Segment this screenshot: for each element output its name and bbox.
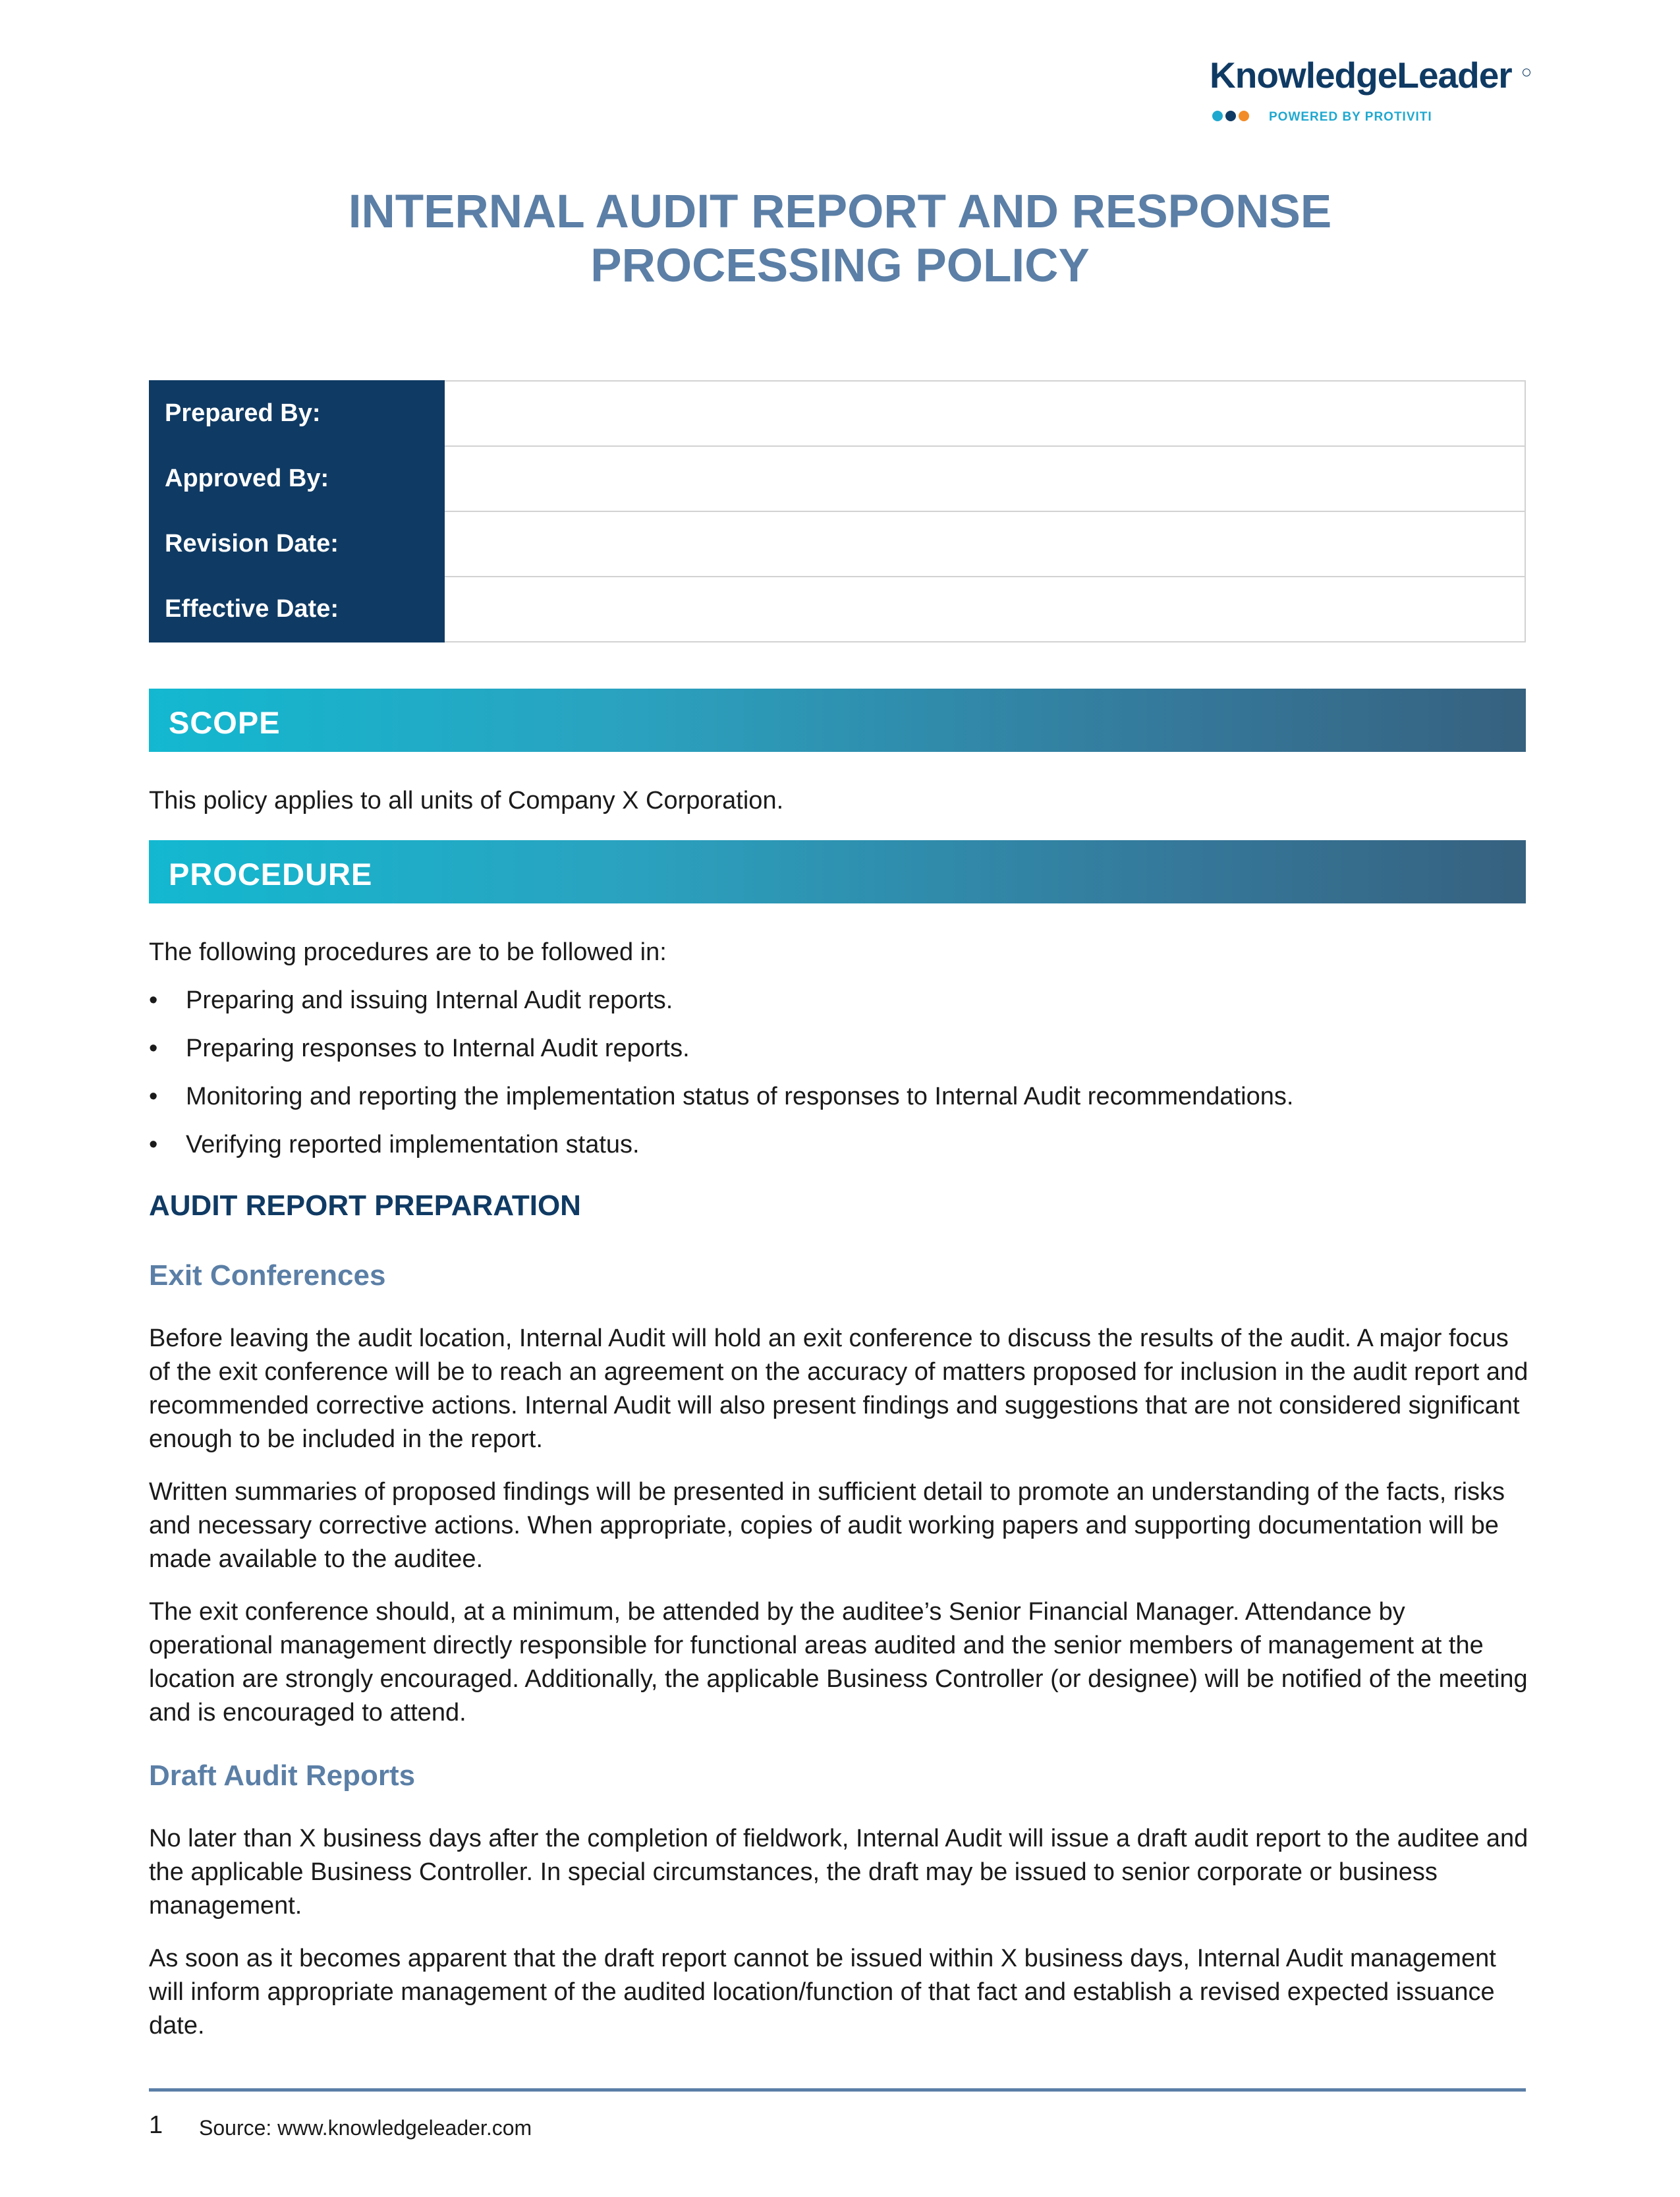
list-item [149, 1128, 640, 1162]
scope-section-header [149, 689, 1526, 752]
logo-wordmark: KnowledgeLeader [1210, 55, 1512, 96]
list-item [149, 984, 673, 1017]
logo-dots-icon [1212, 111, 1252, 121]
exit-conferences-paragraph: Before leaving the audit location, Internal Audit will hold an exit conference to discuss the results of the audit. A major focus of the exit conference will be to reach an agreement on the accuracy of matters proposed for inclusion in the audit report and recommended corrective actions. Internal Audit will also present findings and suggestions that are not considered significant enough to be included in the report. [149, 1325, 1528, 1453]
document-info-table [149, 380, 1526, 642]
draft-audit-reports-heading: Draft Audit Reports [149, 1759, 416, 1792]
info-value-revision-date[interactable] [444, 511, 1525, 577]
bullet-icon: • [149, 1035, 158, 1062]
registered-mark-icon [1523, 69, 1530, 76]
info-row-revision-date [150, 511, 1525, 577]
info-row-prepared-by [150, 381, 1525, 446]
document-title-line-2: PROCESSING POLICY [590, 240, 1090, 292]
logo-tagline: POWERED BY PROTIVITI [1269, 110, 1432, 124]
knowledgeleader-logo [1210, 54, 1526, 133]
bullet-icon: • [149, 986, 158, 1014]
scope-text: This policy applies to all units of Company X Corporation. [149, 787, 784, 814]
info-label: Revision Date: [150, 511, 444, 577]
info-value-effective-date[interactable] [444, 577, 1525, 642]
page-number: 1 [149, 2111, 163, 2139]
draft-audit-reports-paragraph: No later than X business days after the completion of fieldwork, Internal Audit will issue a draft audit report to the auditee and the applicable Business Controller. In special circumstances, the draft may be issued to senior corporate or business management. [149, 1825, 1528, 1920]
procedure-intro: The following procedures are to be followed in: [149, 938, 667, 966]
list-item [149, 1032, 690, 1066]
footer-divider [149, 2088, 1526, 2092]
info-row-effective-date [150, 577, 1525, 642]
bullet-text: Monitoring and reporting the implementation status of responses to Internal Audit recommendations. [186, 1083, 1294, 1110]
bullet-text: Preparing responses to Internal Audit reports. [186, 1035, 690, 1062]
info-label: Approved By: [150, 446, 444, 511]
info-label: Prepared By: [150, 381, 444, 446]
document-title-line-1: INTERNAL AUDIT REPORT AND RESPONSE [348, 186, 1332, 238]
bullet-icon: • [149, 1131, 158, 1158]
exit-conferences-paragraph: Written summaries of proposed findings will be presented in sufficient detail to promote an understanding of the facts, risks and necessary corrective actions. When appropriate, copies of audit working papers and supporting documentation will be made available to the auditee. [149, 1478, 1505, 1573]
audit-report-preparation-heading: AUDIT REPORT PREPARATION [149, 1189, 581, 1222]
source-note: Source: www.knowledgeleader.com [199, 2116, 532, 2140]
info-value-approved-by[interactable] [444, 446, 1525, 511]
bullet-text: Preparing and issuing Internal Audit reports. [186, 986, 673, 1014]
list-item [149, 1080, 1293, 1114]
procedure-heading: PROCEDURE [169, 857, 373, 892]
exit-conferences-heading: Exit Conferences [149, 1259, 386, 1292]
procedure-section-header [149, 840, 1526, 903]
bullet-text: Verifying reported implementation status. [186, 1131, 640, 1158]
scope-heading: SCOPE [169, 705, 281, 740]
info-value-prepared-by[interactable] [444, 381, 1525, 446]
bullet-icon: • [149, 1083, 158, 1110]
info-row-approved-by [150, 446, 1525, 511]
exit-conferences-paragraph: The exit conference should, at a minimum, be attended by the auditee’s Senior Financial Manager. Attendance by operational management directly responsible for functional areas audited and the senior members of management at the location are strongly encouraged. Additionally, the applicable Business Controller (or designee) will be notified of the meeting and is encouraged to attend. [149, 1598, 1528, 1726]
draft-audit-reports-paragraph: As soon as it becomes apparent that the draft report cannot be issued within X business days, Internal Audit management will inform appropriate management of the audited location/function of that fact and establish a revised expected issuance date. [149, 1945, 1496, 2040]
info-label: Effective Date: [150, 577, 444, 642]
